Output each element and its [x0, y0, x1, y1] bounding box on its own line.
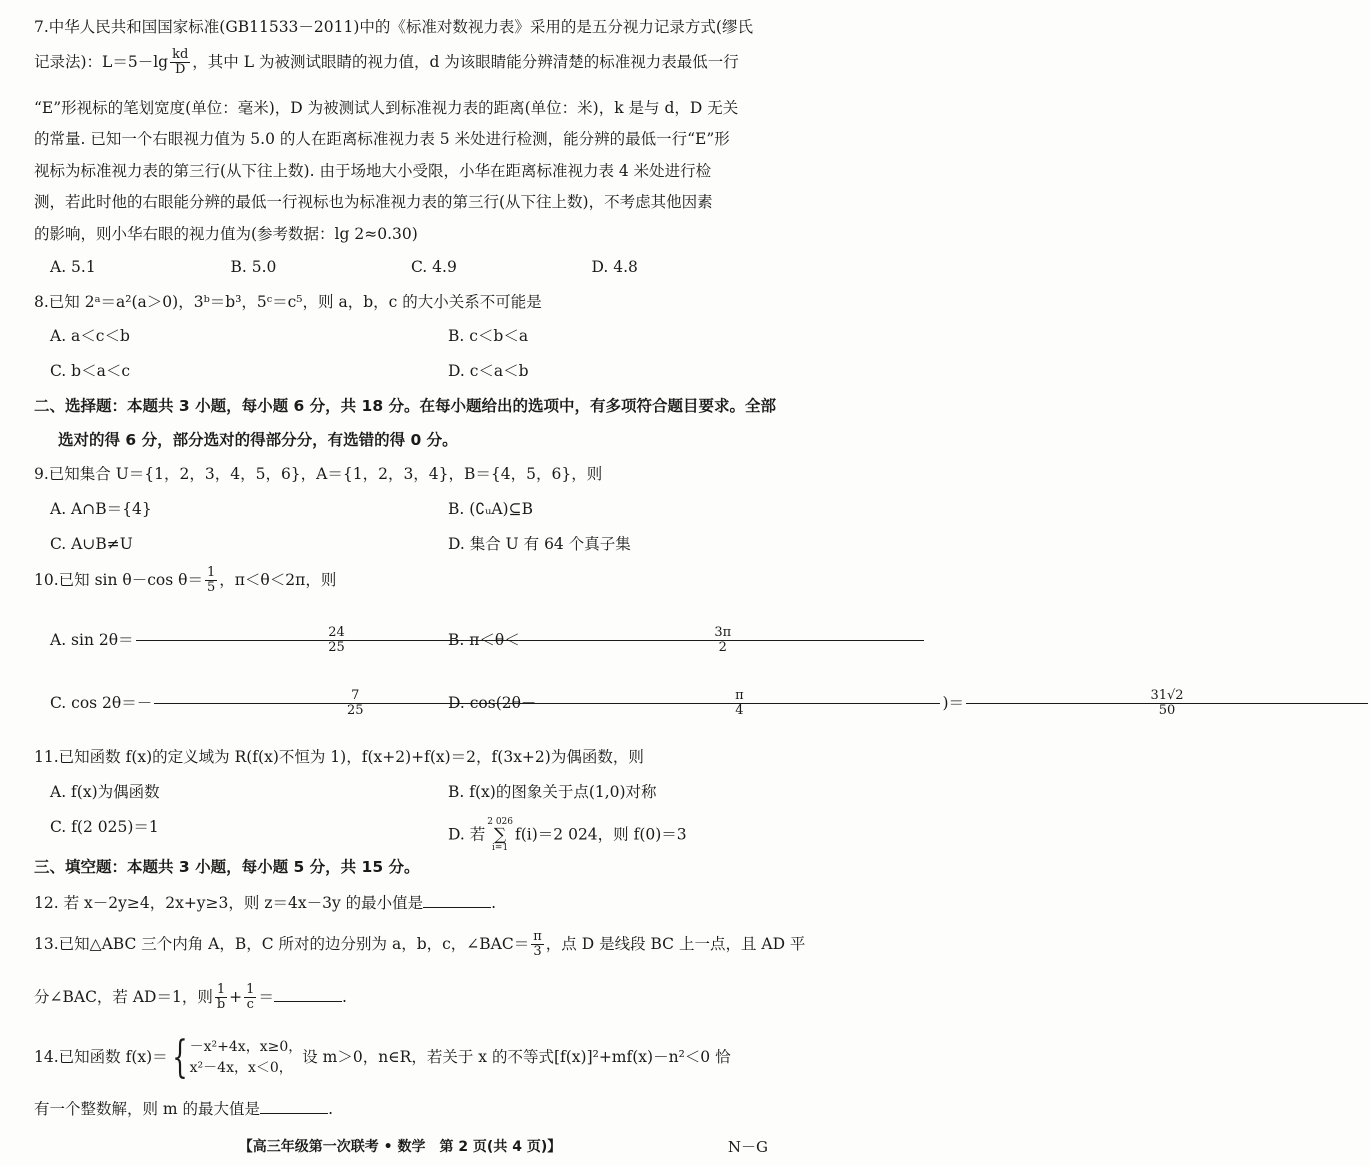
q9-option-a: A. A∩B＝{4} — [50, 500, 152, 518]
q7-options — [50, 258, 772, 277]
q10-option-d: D. cos(2θ－ $\frac{\pi}{4}$ )＝ $\frac{31√2}{50}$ — [448, 689, 1370, 719]
q11-stem: 11.已知函数 f(x)的定义域为 R(f(x)不恒为 1)，f(x+2)+f(x)＝2，f(3x+2)为偶函数，则 — [34, 748, 644, 766]
q14-line1: 14.已知函数 f(x)＝{ －x²+4x，x≥0， x²－4x，x＜0， 设 m＞0，n∈R，若关于 x 的不等式[f(x)]²+mf(x)－n²＜0 恰 — [34, 1032, 731, 1083]
q13-line2: 分∠BAC，若 AD＝1，则 $\frac{1}{b}$ + $\frac{1}{c}$ ＝ . — [34, 982, 347, 1013]
q8-stem: 8.已知 2ᵃ＝a²(a＞0)，3ᵇ＝b³，5ᶜ＝c⁵，则 a，b，c 的大小关系不可能是 — [34, 293, 542, 311]
q7-line5: 视标为标准视力表的第三行(从下往上数). 由于场地大小受限，小华在距离标准视力表 4 米处进行检 — [34, 162, 712, 180]
q11-option-a: A. f(x)为偶函数 — [50, 783, 160, 801]
q10-stem: 10.已知 sin θ－cos θ＝ $\frac{1}{5}$ ，π＜θ＜2π，则 — [34, 565, 337, 596]
q10-option-a: A. sin 2θ＝ $\frac{24}{25}$ — [50, 626, 448, 656]
q11-options-row2 — [50, 818, 772, 853]
q10-fraction: $\frac{1}{5}$ — [206, 565, 216, 596]
q7-option-b: B. 5.0 — [230, 258, 277, 276]
q10-b-fraction: $\frac{3\pi}{2}$ — [522, 626, 924, 656]
q7-line6: 测，若此时他的右眼能分辨的最低一行视标也为标准视力表的第三行(从下往上数)，不考虑其他因素 — [34, 193, 713, 211]
q8-options-row1 — [50, 327, 772, 346]
piecewise-brace: { — [171, 1032, 188, 1083]
summation-symbol: 2 026 ∑ i=1 — [487, 817, 513, 853]
footer-code: N－G — [727, 1138, 768, 1156]
q10-a-fraction: $\frac{24}{25}$ — [136, 626, 538, 656]
q10-options-row2 — [50, 688, 1184, 719]
kd-over-D-fraction: $\frac{kd}{D}$ — [172, 47, 189, 78]
q9-option-b: B. (∁ᵤA)⊆B — [448, 500, 533, 518]
q8-option-c: C. b＜a＜c — [50, 362, 131, 380]
q9-options-row1 — [50, 500, 772, 519]
q13-pi-over-3-fraction: $\frac{\pi}{3}$ — [533, 929, 542, 960]
q13-one-over-c-fraction: $\frac{1}{c}$ — [246, 982, 255, 1013]
q7-line3: “E”形视标的笔划宽度(单位：毫米)，D 为被测试人到标准视力表的距离(单位：米)，k 是与 d，D 无关 — [34, 99, 739, 117]
q8-option-d: D. c＜a＜b — [448, 362, 529, 380]
q10-options-row1 — [50, 626, 772, 656]
section2-heading-line1: 二、选择题：本题共 3 小题，每小题 6 分，共 18 分。在每小题给出的选项中，有多项符合题目要求。全部 — [34, 397, 777, 415]
q10-d-fraction-result: $\frac{31√2}{50}$ — [966, 689, 1368, 719]
piecewise-cases: －x²+4x，x≥0， x²－4x，x＜0， — [189, 1039, 303, 1076]
q11-option-c: C. f(2 025)＝1 — [50, 818, 159, 836]
q10-d-fraction-pi4: $\frac{\pi}{4}$ — [538, 689, 940, 719]
footer-exam-info: 【高三年级第一次联考 • 数学 第 2 页(共 4 页)】 — [238, 1139, 562, 1155]
q10-option-c: C. cos 2θ＝－ $\frac{7}{25}$ — [50, 689, 448, 719]
q8-option-b: B. c＜b＜a — [448, 327, 529, 345]
q7-line4: 的常量. 已知一个右眼视力值为 5.0 的人在距离标准视力表 5 米处进行检测，能分辨的最低一行“E”形 — [34, 130, 730, 148]
q14-line2: 有一个整数解，则 m 的最大值是 . — [34, 1100, 333, 1118]
q8-option-a: A. a＜c＜b — [50, 327, 130, 345]
q7-option-a: A. 5.1 — [50, 258, 96, 276]
q12-stem: 12. 若 x－2y≥4，2x+y≥3，则 z＝4x－3y 的最小值是 . — [34, 894, 497, 912]
q10-option-b: B. π＜θ＜ $\frac{3\pi}{2}$ — [448, 626, 926, 656]
q7-line1: 7.中华人民共和国国家标准(GB11533－2011)中的《标准对数视力表》采用的是五分视力记录方式(缪氏 — [34, 18, 753, 36]
q13-answer-blank[interactable] — [274, 987, 342, 1002]
q12-answer-blank[interactable] — [423, 893, 491, 908]
section2-heading-line2: 选对的得 6 分，部分选对的得部分分，有选错的得 0 分。 — [58, 431, 458, 449]
q9-options-row2 — [50, 535, 772, 554]
q7-option-d: D. 4.8 — [591, 258, 638, 276]
q9-stem: 9.已知集合 U＝{1，2，3，4，5，6}，A＝{1，2，3，4}，B＝{4，5，6}，则 — [34, 465, 603, 483]
q11-option-d: D. 若2 026 ∑ i=1f(i)＝2 024，则 f(0)＝3 — [448, 817, 687, 853]
q9-option-d: D. 集合 U 有 64 个真子集 — [448, 535, 631, 553]
q13-one-over-b-fraction: $\frac{1}{b}$ — [216, 982, 226, 1013]
q7-line2: 记录法)：L＝5－lg $\frac{kd}{D}$ ，其中 L 为被测试眼睛的视力值，d 为该眼睛能分辨清楚的标准视力表最低一行 — [34, 47, 739, 78]
q10-c-fraction: $\frac{7}{25}$ — [154, 689, 556, 719]
section3-heading: 三、填空题：本题共 3 小题，每小题 5 分，共 15 分。 — [34, 858, 420, 876]
q7-line7: 的影响，则小华右眼的视力值为(参考数据：lg 2≈0.30) — [34, 225, 418, 243]
q7-option-c: C. 4.9 — [411, 258, 457, 276]
q11-options-row1 — [50, 783, 772, 802]
q9-option-c: C. A∪B≠U — [50, 535, 133, 553]
q14-answer-blank[interactable] — [260, 1099, 328, 1114]
q13-line1: 13.已知△ABC 三个内角 A，B，C 所对的边分别为 a，b，c，∠BAC＝ $\frac{\pi}{3}$ ，点 D 是线段 BC 上一点，且 AD 平 — [34, 929, 806, 960]
q8-options-row2 — [50, 362, 772, 381]
q11-option-b: B. f(x)的图象关于点(1,0)对称 — [448, 783, 657, 801]
